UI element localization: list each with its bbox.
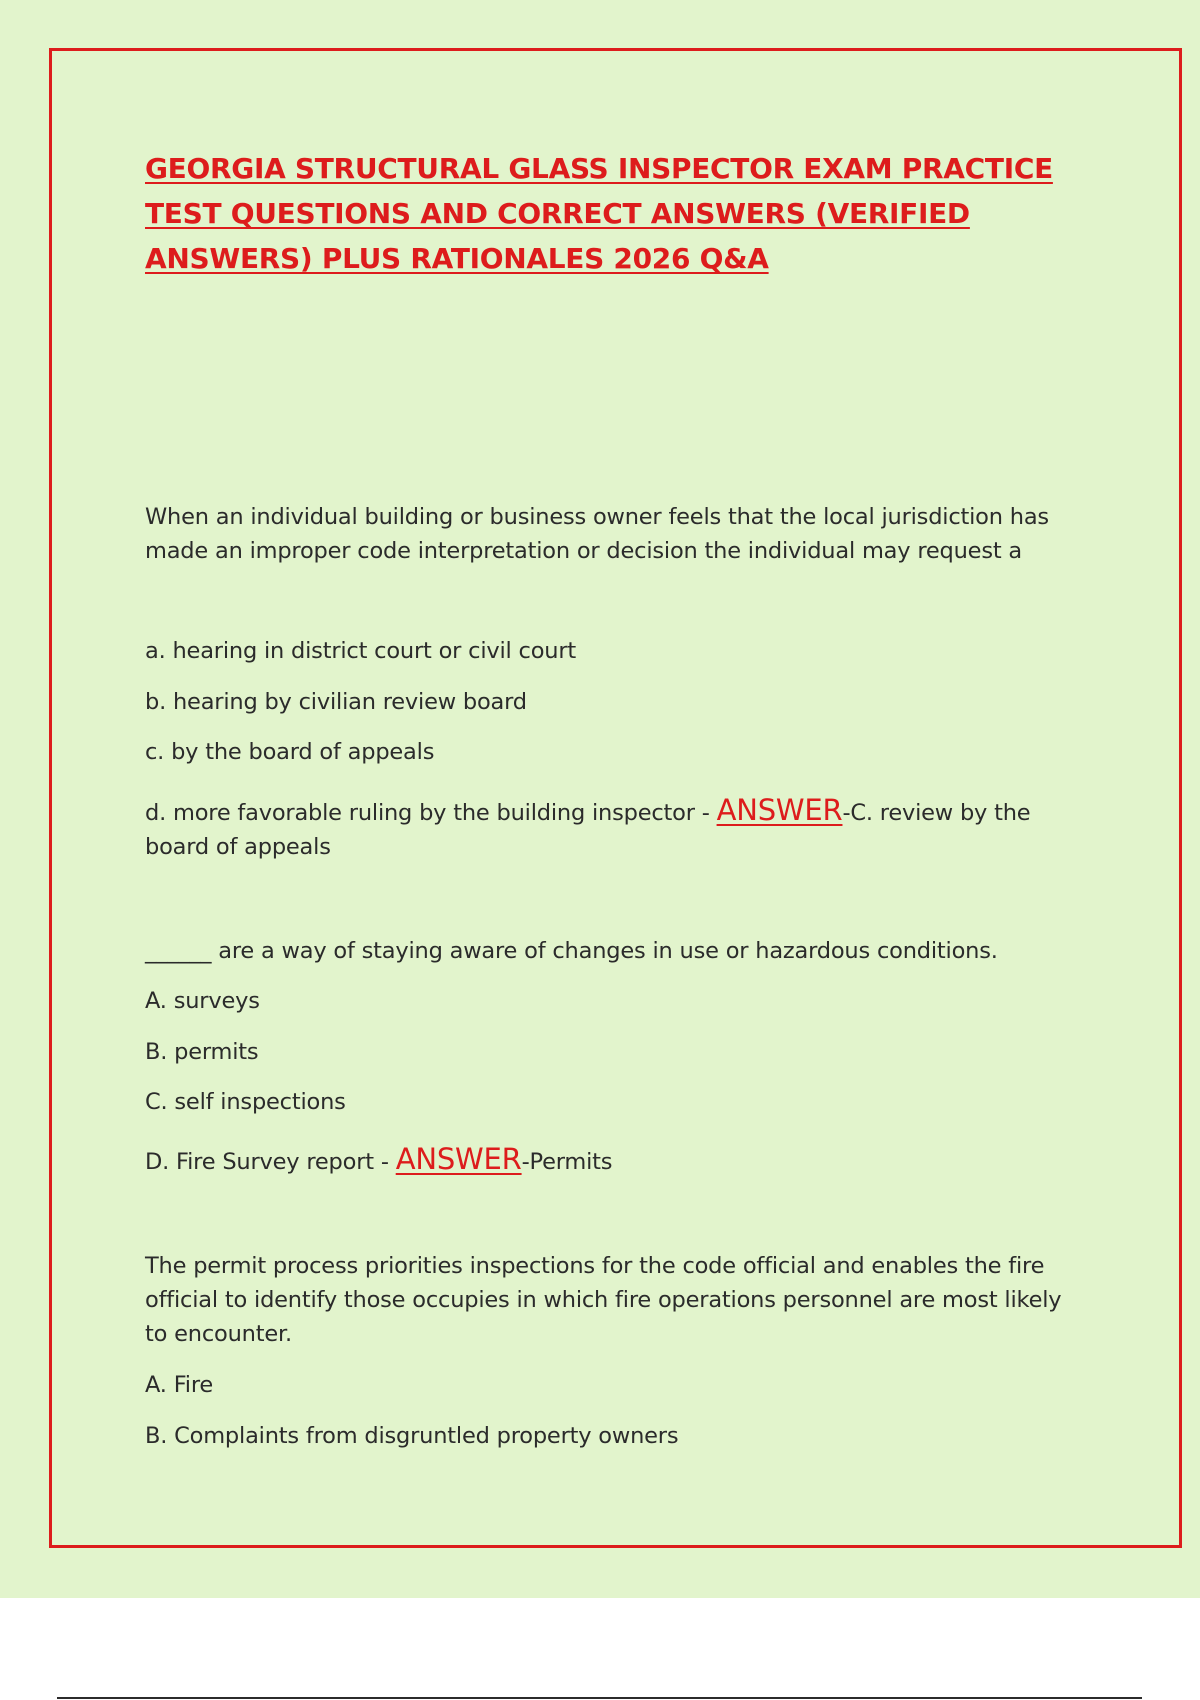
answer-tag: ANSWER xyxy=(716,793,843,827)
question-1-stem: When an individual building or business owner feels that the local jurisdiction has made an improper code interpretation or decision the individual may request a xyxy=(145,504,1049,564)
question-2-option-a: A. surveys xyxy=(145,988,260,1014)
question-2-stem: ______ are a way of staying aware of changes in use or hazardous conditions. xyxy=(145,938,998,964)
question-2-option-d-text: D. Fire Survey report - xyxy=(145,1149,396,1175)
footer-divider xyxy=(57,1697,1142,1699)
question-1-answer: -C. review by the board of appeals xyxy=(145,800,1031,860)
question-1-option-d xyxy=(145,793,1085,864)
question-2-option-b: B. permits xyxy=(145,1039,259,1065)
answer-tag: ANSWER xyxy=(395,1142,522,1176)
question-1-option-a: a. hearing in district court or civil court xyxy=(145,638,577,664)
question-1-option-d-text: d. more favorable ruling by the building inspector - xyxy=(145,800,717,826)
question-2-option-d xyxy=(145,1142,1085,1179)
question-3-option-a: A. Fire xyxy=(145,1372,214,1398)
question-2-answer: -Permits xyxy=(521,1149,613,1175)
question-3-option-b: B. Complaints from disgruntled property owners xyxy=(145,1423,679,1449)
document-title: GEORGIA STRUCTURAL GLASS INSPECTOR EXAM PRACTICE TEST QUESTIONS AND CORRECT ANSWERS (VERIFIED ANSWERS) PLUS RATIONALES 2026 Q&A xyxy=(145,152,1053,275)
question-1-option-c: c. by the board of appeals xyxy=(145,739,435,765)
question-3-stem: The permit process priorities inspections for the code official and enables the fire official to identify those occupies in which fire operations personnel are most likely to encounter. xyxy=(145,1253,1062,1347)
question-2-option-c: C. self inspections xyxy=(145,1089,346,1115)
question-1-option-b: b. hearing by civilian review board xyxy=(145,689,527,715)
